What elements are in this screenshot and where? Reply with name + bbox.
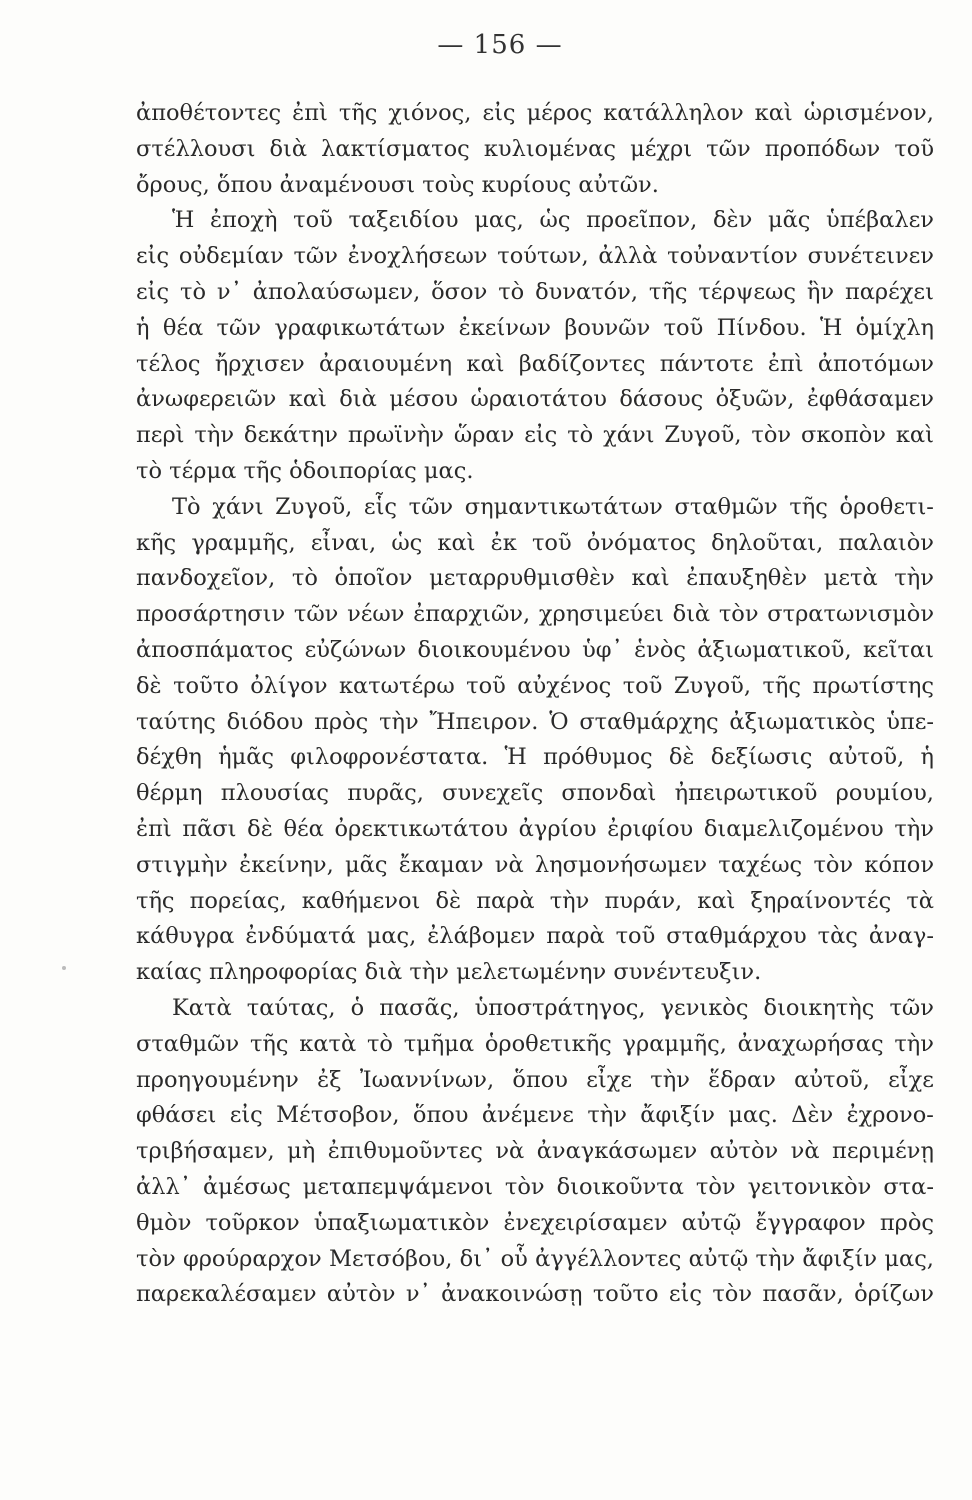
text-line: ἐπὶ πᾶσι δὲ θέα ὀρεκτικωτάτου ἀγρίου ἐριφίου διαμελιζομένου τὴν — [136, 815, 934, 842]
text-line: τέλος ἤρχισεν ἀραιουμένη καὶ βαδίζοντες πάντοτε ἐπὶ ἀποτόμων — [136, 350, 934, 377]
text-line: ὄρους, ὅπου ἀναμένουσι τοὺς κυρίους αὐτῶν. — [136, 171, 659, 198]
text-line: στέλλουσι διὰ λακτίσματος κυλιομένας μέχρι τῶν προπόδων τοῦ — [136, 135, 934, 162]
text-line: ἀποσπάματος εὐζώνων διοικουμένου ὑφ᾽ ἑνὸς ἀξιωματικοῦ, κεῖται — [136, 636, 934, 663]
text-line: δέχθη ἡμᾶς φιλοφρονέστατα. Ἡ πρόθυμος δὲ δεξίωσις αὐτοῦ, ἡ — [136, 744, 934, 771]
text-line: ἀποθέτοντες ἐπὶ τῆς χιόνος, εἰς μέρος κατάλληλον καὶ ὡρισμένον, — [136, 100, 934, 126]
body-text — [136, 96, 934, 1313]
text-line: προσάρτησιν τῶν νέων ἐπαρχιῶν, χρησιμεύει διὰ τὸν στρατωνισμὸν — [136, 601, 934, 628]
text-line: πανδοχεῖον, τὸ ὁποῖον μεταρρυθμισθὲν καὶ ἐπαυξηθὲν μετὰ τὴν — [136, 565, 934, 592]
text-line: κάθυγρα ἐνδύματά μας, ἐλάβομεν παρὰ τοῦ σταθμάρχου τὰς ἀναγ- — [136, 923, 934, 950]
text-line: ἡ θέα τῶν γραφικωτάτων ἐκείνων βουνῶν τοῦ Πίνδου. Ἡ ὁμίχλη — [136, 314, 934, 341]
paper-speck — [62, 966, 66, 970]
text-line: φθάσει εἰς Μέτσοβον, ὅπου ἀνέμενε τὴν ἄφιξίν μας. Δὲν ἐχρονο- — [136, 1102, 934, 1129]
text-line: σταθμῶν τῆς κατὰ τὸ τμῆμα ὁροθετικῆς γραμμῆς, ἀναχωρήσας τὴν — [136, 1030, 934, 1057]
text-line: εἰς οὐδεμίαν τῶν ἐνοχλήσεων τούτων, ἀλλὰ τοὐναντίον συνέτεινεν — [136, 243, 934, 270]
text-line: θέρμη πλουσίας πυρᾶς, συνεχεῖς σπονδαὶ ἠπειρωτικοῦ ρουμίου, — [136, 780, 934, 807]
text-line: περὶ τὴν δεκάτην πρωϊνὴν ὥραν εἰς τὸ χάνι Ζυγοῦ, τὸν σκοπὸν καὶ — [136, 422, 934, 449]
text-line: τῆς πορείας, καθήμενοι δὲ παρὰ τὴν πυράν, καὶ ξηραίνοντές τὰ — [136, 887, 934, 914]
text-line: Ἡ ἐποχὴ τοῦ ταξειδίου μας, ὡς προεῖπον, δὲν μᾶς ὑπέβαλεν — [172, 207, 934, 234]
text-line: εἰς τὸ ν᾽ ἀπολαύσωμεν, ὅσον τὸ δυνατόν, τῆς τέρψεως ἣν παρέχει — [136, 278, 934, 305]
text-line: προηγουμένην ἐξ Ἰωαννίνων, ὅπου εἶχε τὴν ἕδραν αὐτοῦ, εἶχε — [136, 1066, 934, 1093]
text-line: τὸ τέρμα τῆς ὁδοιπορίας μας. — [136, 457, 474, 484]
text-line: δὲ τοῦτο ὀλίγον κατωτέρω τοῦ αὐχένος τοῦ Ζυγοῦ, τῆς πρωτίστης — [136, 672, 934, 699]
text-line: στιγμὴν ἐκείνην, μᾶς ἔκαμαν νὰ λησμονήσωμεν ταχέως τὸν κόπον — [136, 851, 934, 878]
text-line: Τὸ χάνι Ζυγοῦ, εἷς τῶν σημαντικωτάτων σταθμῶν τῆς ὁροθετι- — [172, 493, 934, 520]
text-line: ταύτης διόδου πρὸς τὴν Ἤπειρον. Ὁ σταθμάρχης ἀξιωματικὸς ὑπε- — [136, 708, 934, 735]
text-line: κῆς γραμμῆς, εἶναι, ὡς καὶ ἐκ τοῦ ὀνόματος δηλοῦται, παλαιὸν — [136, 529, 934, 556]
text-line: θμὸν τοῦρκον ὑπαξιωματικὸν ἐνεχειρίσαμεν αὐτῷ ἔγγραφον πρὸς — [136, 1209, 934, 1236]
text-line: τριβήσαμεν, μὴ ἐπιθυμοῦντες νὰ ἀναγκάσωμεν αὐτὸν νὰ περιμένῃ — [136, 1138, 934, 1165]
text-line: ἀνωφερειῶν καὶ διὰ μέσου ὡραιοτάτου δάσους ὀξυῶν, ἐφθάσαμεν — [136, 386, 934, 413]
page-number: — 156 — — [437, 30, 563, 60]
text-line: παρεκαλέσαμεν αὐτὸν ν᾽ ἀνακοινώσῃ τοῦτο εἰς τὸν πασᾶν, ὁρίζων — [136, 1281, 934, 1308]
text-line: ἀλλ᾽ ἀμέσως μεταπεμψάμενοι τὸν διοικοῦντα τὸν γειτονικὸν στα- — [136, 1173, 934, 1200]
text-line: καίας πληροφορίας διὰ τὴν μελετωμένην συνέντευξιν. — [136, 959, 762, 986]
text-line: Κατὰ ταύτας, ὁ πασᾶς, ὑποστράτηγος, γενικὸς διοικητὴς τῶν — [172, 994, 934, 1021]
text-line: τὸν φρούραρχον Μετσόβου, δι᾽ οὗ ἀγγέλλοντες αὐτῷ τὴν ἄφιξίν μας, — [136, 1245, 934, 1272]
